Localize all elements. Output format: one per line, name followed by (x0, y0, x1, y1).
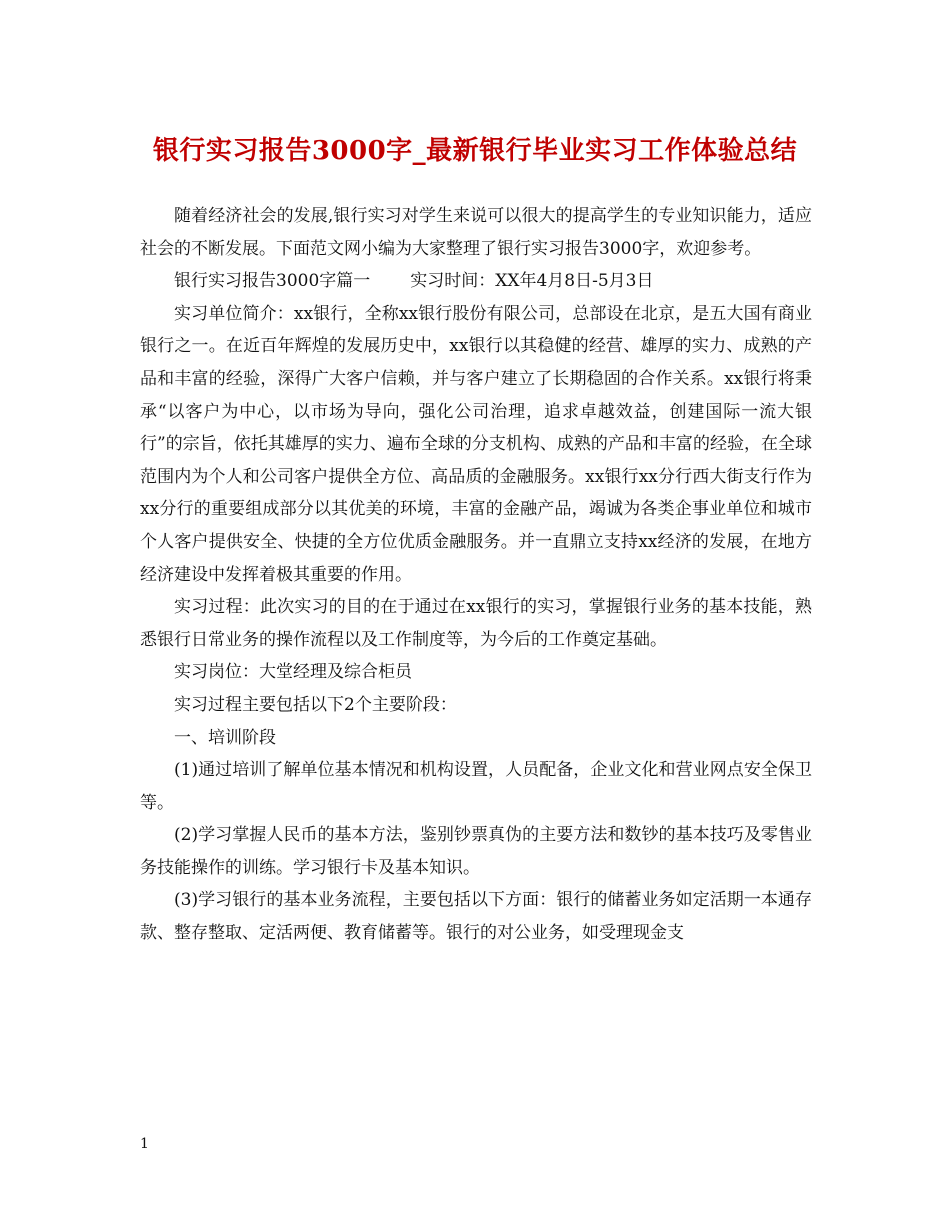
paragraph-process: 实习过程：此次实习的目的在于通过在xx银行的实习，掌握银行业务的基本技能，熟悉银行日常业务的操作流程以及工作制度等，为今后的工作奠定基础。 (140, 597, 812, 650)
paragraph-item-3: (3)学习银行的基本业务流程，主要包括以下方面：银行的储蓄业务如定活期一本通存款、整存整取、定活两便、教育储蓄等。银行的对公业务，如受理现金支 (140, 890, 812, 944)
paragraph-unit-intro: 实习单位简介：xx银行，全称xx银行股份有限公司，总部设在北京，是五大国有商业银行之一。在近百年辉煌的发展历史中，xx银行以其稳健的经营、雄厚的实力、成熟的产品和丰富的经验，深得广大客户信赖，并与客户建立了长期稳固的合作关系。xx银行将秉承“以客户为中心，以市场为导向，强化公司治理，追求卓越效益，创建国际一流大银行”的宗旨，依托其雄厚的实力、遍布全球的分支机构、成熟的产品和丰富的经验，在全球范围内为个人和公司客户提供全方位、高品质的金融服务。xx银行xx分行西大街支行作为xx分行的重要组成部分以其优美的环境，丰富的金融产品，竭诚为各类企事业单位和城市个人客户提供安全、快捷的全方位优质金融服务。并一直鼎立支持xx经济的发展，在地方经济建设中发挥着极其重要的作用。 (140, 303, 812, 585)
paragraph-stages: 实习过程主要包括以下2个主要阶段： (174, 694, 457, 715)
paragraph-position: 实习岗位：大堂经理及综合柜员 (174, 662, 412, 683)
internship-time: 实习时间：XX年4月8日-5月3日 (410, 271, 654, 292)
document-body (140, 200, 812, 950)
page-number: 1 (140, 1136, 149, 1152)
paragraph-item-2: (2)学习掌握人民币的基本方法，鉴别钞票真伪的主要方法和数钞的基本技巧及零售业务技能操作的训练。学习银行卡及基本知识。 (140, 825, 812, 878)
paragraph-section-heading (140, 265, 812, 298)
paragraph-training-heading: 一、培训阶段 (174, 727, 276, 748)
document-title: 银行实习报告3000字_最新银行毕业实习工作体验总结 (152, 136, 798, 166)
paragraph-intro: 随着经济社会的发展,银行实习对学生来说可以很大的提高学生的专业知识能力，适应社会的不断发展。下面范文网小编为大家整理了银行实习报告3000字，欢迎参考。 (140, 206, 812, 259)
paragraph-item-1: (1)通过培训了解单位基本情况和机构设置，人员配备，企业文化和营业网点安全保卫等。 (140, 760, 812, 813)
section-title: 银行实习报告3000字篇一 (174, 271, 371, 292)
